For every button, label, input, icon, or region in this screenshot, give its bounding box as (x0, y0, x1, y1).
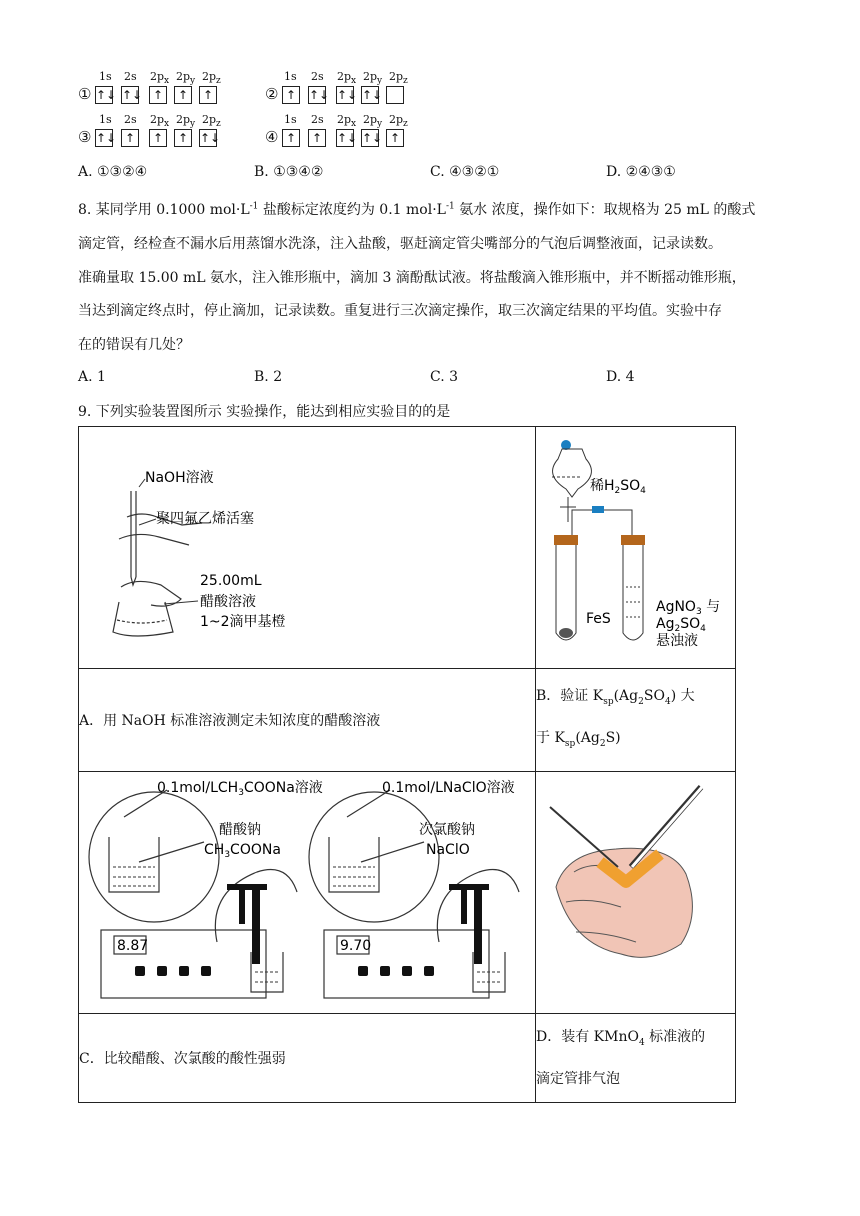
label-ptfe: 聚四氟乙烯活塞 (156, 511, 254, 527)
label-volume: 25.00mL (200, 573, 262, 589)
orbital-box: ↑↓ (362, 88, 383, 102)
figure-a-cell (79, 427, 536, 669)
orbital-label: 1s (284, 113, 297, 126)
orbital-label: $2p_z$ (202, 70, 221, 87)
diagram-marker: ① (78, 85, 92, 103)
q7-option-d[interactable]: D. ②④③① (606, 164, 676, 180)
orbital-box: ↑↓ (337, 88, 358, 102)
orbital-box: ↑ (149, 86, 167, 104)
figure-d-cell (536, 772, 736, 1014)
q8-option-b[interactable]: B. 2 (254, 369, 283, 385)
orbital-label: 1s (99, 70, 112, 83)
orbital-label: $2p_x$ (150, 113, 170, 130)
caption-b[interactable]: B．验证 $K_{sp}(Ag_2SO_4)$ 大 于 $K_{sp}(Ag_2S)$ (536, 669, 736, 772)
caption-d[interactable]: D．装有 KMnO$_4$ 标准液的 滴定管排气泡 (536, 1014, 736, 1103)
label-dilute-acid: 稀$H_2SO_4$ (590, 478, 646, 496)
h2s-apparatus-figure (536, 427, 735, 664)
orbital-box: ↑↓ (200, 131, 221, 145)
orbital-label: 2s (311, 70, 324, 83)
orbital-label: $2p_y$ (176, 70, 196, 87)
orbital-box: ↑↓ (362, 131, 383, 145)
orbital-label: 2s (124, 113, 137, 126)
orbital-box: ↑ (174, 129, 192, 147)
orbital-box: ↑ (386, 129, 404, 147)
orbital-box: ↑↓ (337, 131, 358, 145)
orbital-label: 1s (284, 70, 297, 83)
q8-option-a[interactable]: A. 1 (78, 369, 106, 385)
q8-option-d[interactable]: D. 4 (606, 369, 635, 385)
orbital-label: 2s (311, 113, 324, 126)
orbital-label: $2p_z$ (389, 113, 408, 130)
orbital-label: $2p_x$ (150, 70, 170, 87)
label-ag2so4: $Ag_2SO_4$ (656, 616, 706, 634)
label-right-solution: 0.1mol/LNaClO溶液 (382, 780, 515, 796)
figure-c-cell (79, 772, 536, 1014)
label-naoh: NaOH溶液 (145, 470, 214, 486)
orbital-box: ↑ (199, 86, 217, 104)
orbital-label: $2p_y$ (363, 113, 383, 130)
orbital-label: $2p_z$ (389, 70, 408, 87)
caption-a[interactable]: A．用 NaOH 标准溶液测定未知浓度的醋酸溶液 (79, 669, 536, 772)
orbital-box (386, 86, 404, 104)
label-right-formula: NaClO (426, 842, 470, 858)
q8-stem-line-5: 在的错误有几处？ (78, 337, 190, 353)
left-ph-reading: 8.87 (117, 938, 149, 954)
label-left-solution: $0.1mol/LCH_3COONa$溶液 (157, 780, 323, 798)
burette-bubble-figure (536, 772, 735, 1009)
diagram-marker: ② (265, 85, 279, 103)
q8-stem-line-4: 当达到滴定终点时，停止滴加，记录读数。重复进行三次滴定操作，取三次滴定结果的平均值。实验中存 (78, 303, 722, 319)
orbital-box: ↑ (282, 129, 300, 147)
orbital-box: ↑ (282, 86, 300, 104)
orbital-box: ↑ (308, 129, 326, 147)
orbital-label: $2p_x$ (337, 113, 357, 130)
orbital-label: 2s (124, 70, 137, 83)
figure-b-cell (536, 427, 736, 669)
orbital-box: ↑ (149, 129, 167, 147)
orbital-box: ↑↓ (96, 131, 117, 145)
orbital-box: ↑↓ (309, 88, 330, 102)
label-acetic-acid: 醋酸溶液 (200, 594, 256, 610)
label-left-name: 醋酸钠 (219, 822, 261, 838)
orbital-box: ↑↓ (96, 88, 117, 102)
orbital-label: $2p_x$ (337, 70, 357, 87)
q9-stem: 9. 下列实验装置图所示 实验操作，能达到相应实验目的的是 (78, 404, 451, 420)
label-agno3: AgNO$_3$ 与 (656, 599, 721, 617)
q8-stem-line-3: 准确量取 15.00 mL 氨水，注入锥形瓶中，滴加 3 滴酚酞试液。将盐酸滴入锥形瓶中，并不断摇动锥形瓶， (78, 270, 746, 286)
q8-stem-line-2: 滴定管，经检查不漏水后用蒸馏水洗涤，注入盐酸，驱赶滴定管尖嘴部分的气泡后调整液面，记录读数。 (78, 236, 722, 252)
orbital-box: ↑ (174, 86, 192, 104)
q7-option-c[interactable]: C. ④③②① (430, 164, 500, 180)
q9-option-table (78, 426, 736, 1103)
orbital-label: $2p_y$ (176, 113, 196, 130)
diagram-marker: ③ (78, 128, 92, 146)
orbital-label: $2p_y$ (363, 70, 383, 87)
orbital-label: $2p_z$ (202, 113, 221, 130)
titration-figure (79, 427, 535, 664)
label-indicator: 1~2滴甲基橙 (200, 614, 286, 630)
q8-stem-line-1: 8. 某同学用 0.1000 $mol\cdot L^{-1}$ 盐酸标定浓度约为 0.1 $mol\cdot L^{-1}$ 氨水 浓度，操作如下：取规格为 25 mL 的酸式 (78, 201, 756, 218)
q7-option-b[interactable]: B. ①③④② (254, 164, 324, 180)
orbital-label: 1s (99, 113, 112, 126)
q8-option-c[interactable]: C. 3 (430, 369, 459, 385)
right-ph-reading: 9.70 (340, 938, 372, 954)
q7-option-a[interactable]: A. ①③②④ (78, 164, 148, 180)
orbital-box: ↑↓ (122, 88, 143, 102)
label-fes: FeS (586, 611, 611, 627)
caption-c[interactable]: C．比较醋酸、次氯酸的酸性强弱 (79, 1014, 536, 1103)
label-left-formula: $CH_3COONa$ (204, 842, 281, 860)
ph-meter-figure (79, 772, 535, 1009)
label-right-name: 次氯酸钠 (419, 822, 475, 838)
diagram-marker: ④ (265, 128, 279, 146)
orbital-box: ↑ (121, 129, 139, 147)
label-suspension: 悬浊液 (656, 633, 698, 649)
